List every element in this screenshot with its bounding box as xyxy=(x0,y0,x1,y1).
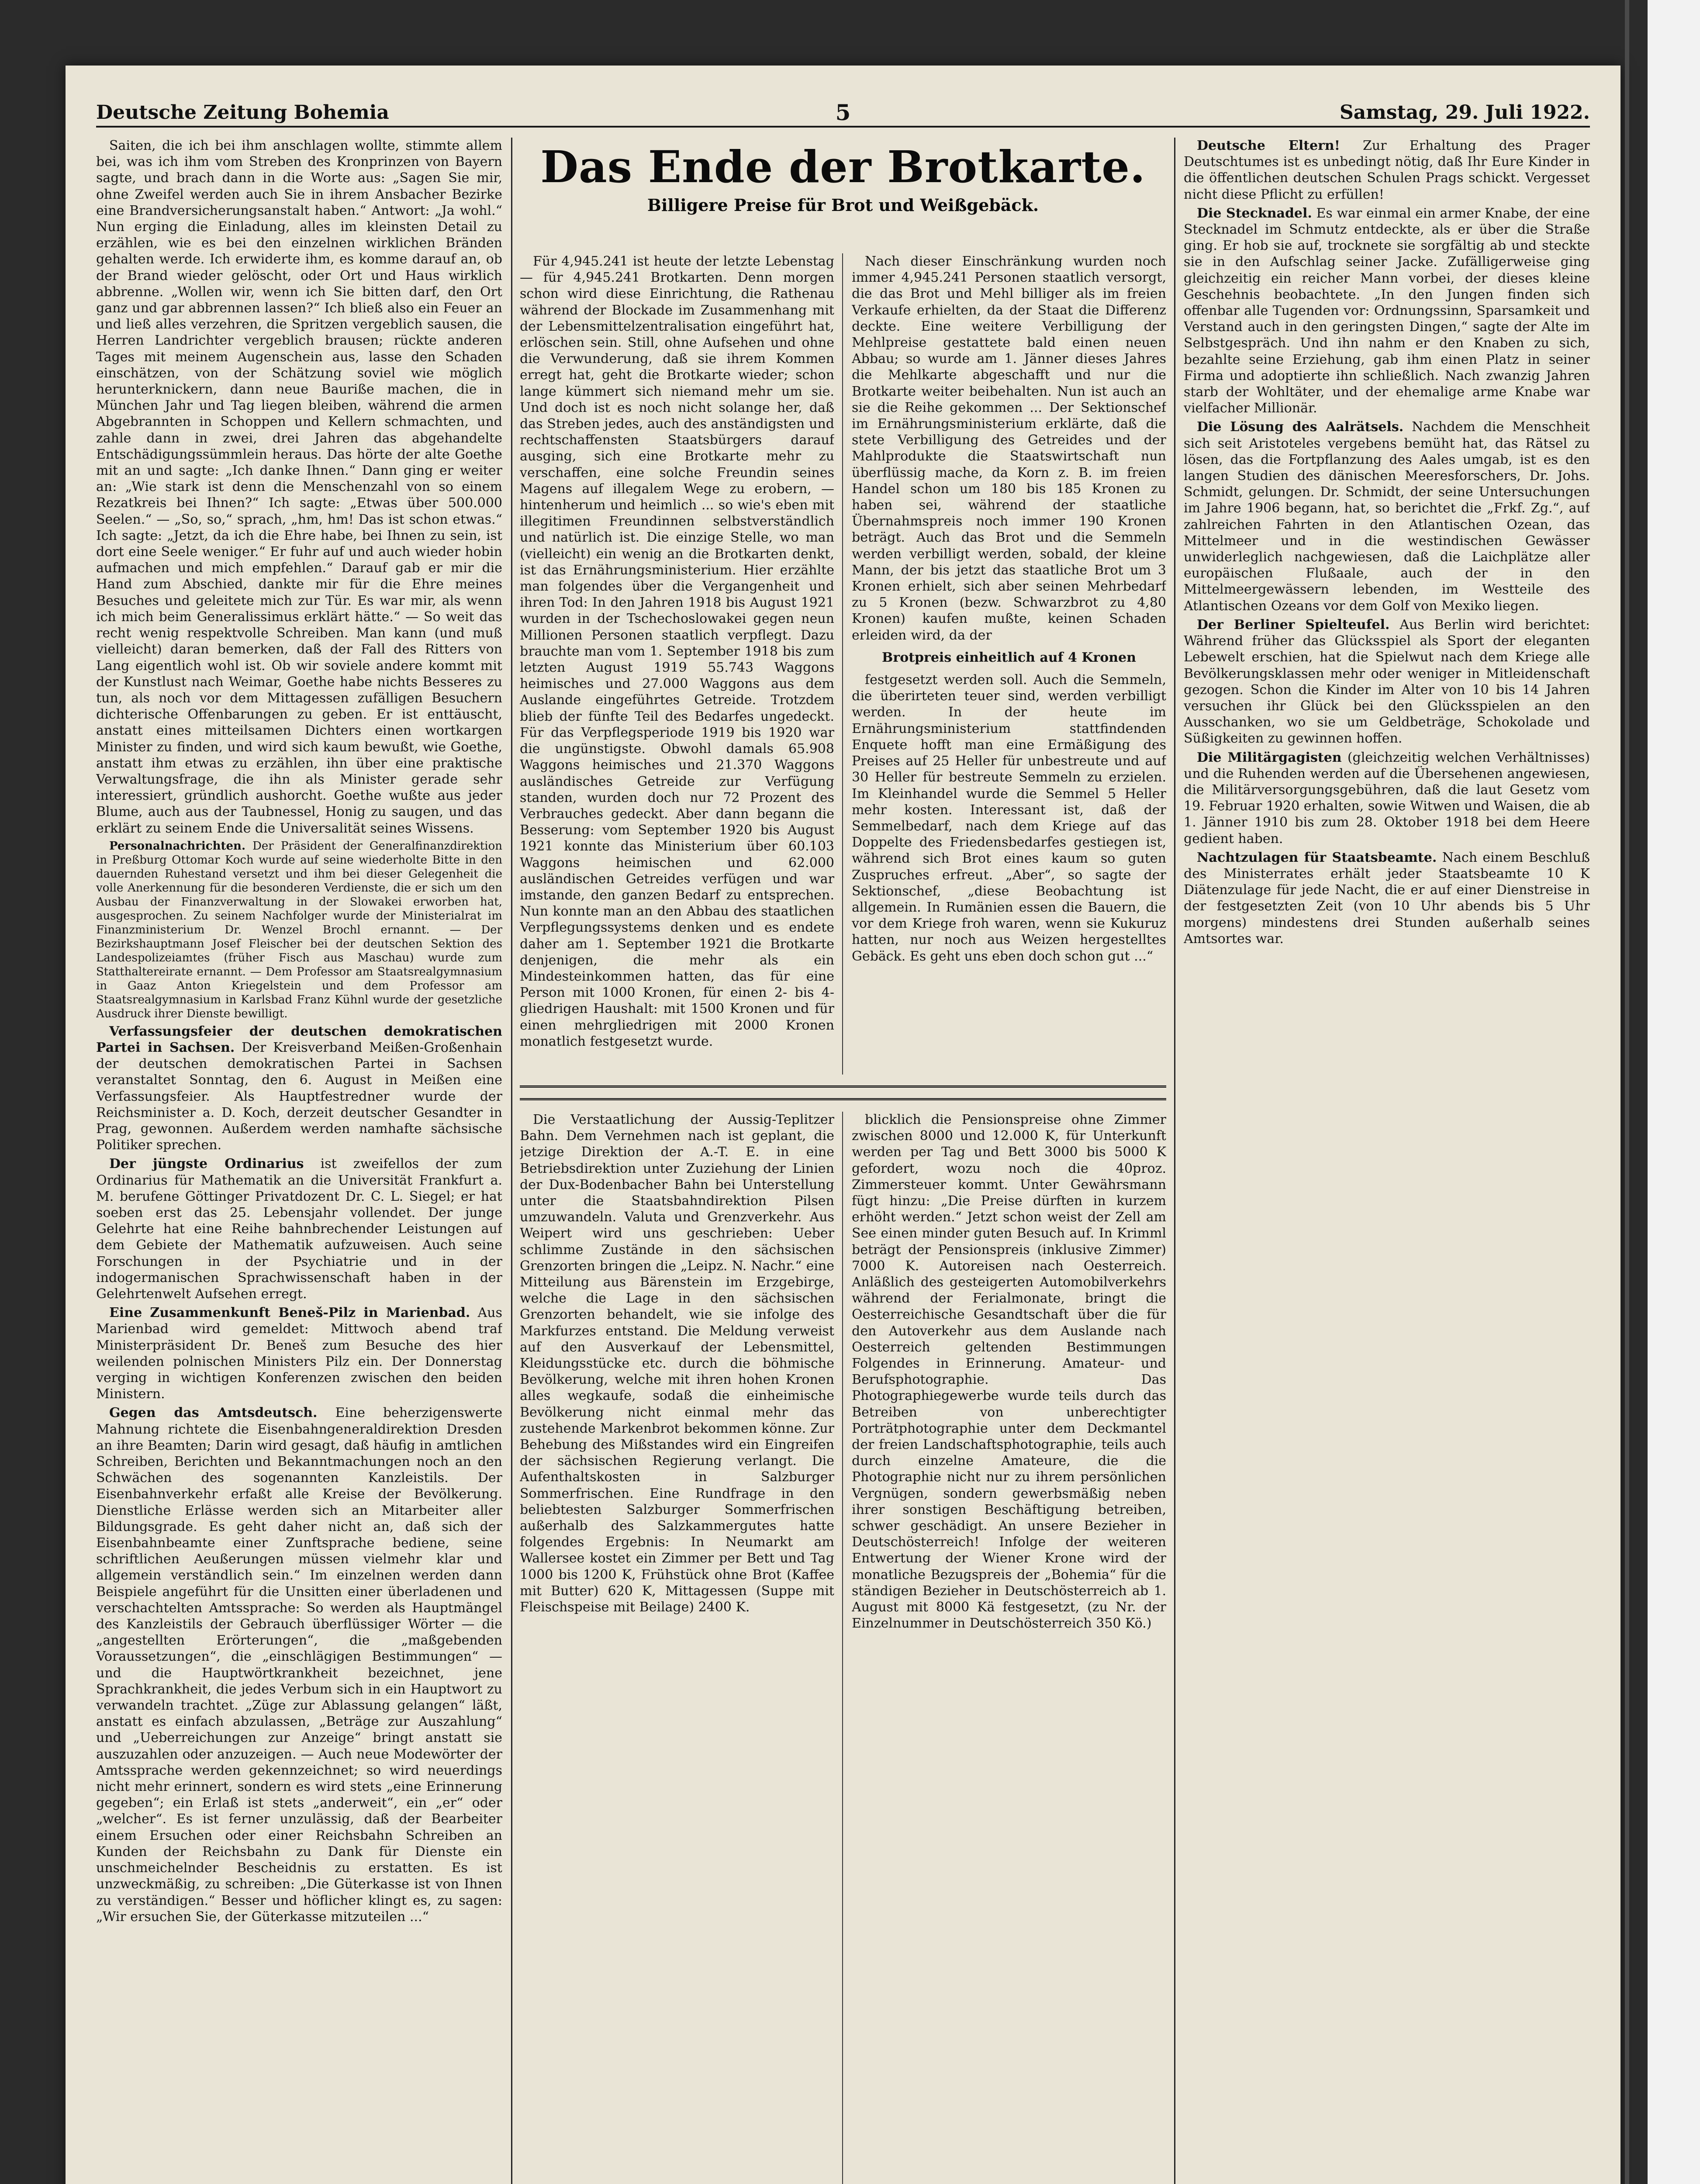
column-left xyxy=(96,138,502,2184)
item-title: Die Lösung des Aalrätsels. xyxy=(1197,419,1404,435)
article-text: Für 4,945.241 ist heute der letzte Lebenstag — für 4,945.241 Brotkarten. Denn morgen schon wird diese Einrichtung, die Rathenau während der Blockade im Zusammenhang mit der Lebensmittelzentralisation eingeführt hat, erlöschen sein. Still, ohne Aufsehen und ohne die Verwunderung, daß sie ihrem Kommen erregt hat, geht die Brotkarte wieder; schon lange kümmert sich niemand mehr um sie. Und doch ist es noch nicht solange her, daß das Streben jedes, auch des anständigsten und rechtschaffensten Staatsbürgers darauf ausging, sich eine Brotkarte mehr zu verschaffen, eine solche Freundin seines Magens auf illegalem Wege zu erobern, — hintenherum und heimlich ... so wie's eben mit illegitimen Freundinnen selbstverständlich und natürlich ist. Die einzige Stelle, wo man (vielleicht) ein wenig an die Brotkarten denkt, ist das Ernährungsministerium. Hier erzählte man folgendes über die Vergangenheit und ihren Tod: In den Jahren 1918 bis August 1921 wurden in der Tschechoslowakei gegen neun Millionen Personen staatlich verpflegt. Dazu brauchte man vom 1. September 1918 bis zum letzten August 1919 55.743 Waggons heimisches und 27.000 Waggons aus dem Auslande eingeführtes Getreide. Trotzdem blieb der fünfte Teil des Bedarfes ungedeckt. Für das Verpflegsperiode 1919 bis 1920 war die ungünstigste. Obwohl damals 65.908 Waggons heimisches und 21.370 Waggons ausländisches Getreide zur Verfügung standen, wurden doch nur 72 Prozent des Verbrauches gedeckt. Aber dann begann die Besserung: vom September 1920 bis August 1921 konnte das Ministerium über 60.103 Waggons heimischen und 62.000 ausländischen Getreides verfügen und war imstande, den ganzen Bedarf zu entsprechen. Nun konnte man an den Abbau des staatlichen Verpflegungssystems denken und es endete daher am 1. September 1921 die Brotkarte denjenigen, die mehr als ein Mindesteinkommen hatten, das für eine Person mit 1000 Kronen, für einen 2- bis 4-gliedrigen Haushalt: mit 1500 Kronen und für einen mehrgliedrigen mit 2000 Kronen monatlich festgesetzt wurde. xyxy=(520,254,834,1049)
issue-date: Samstag, 29. Juli 1922. xyxy=(1339,101,1590,124)
article-column-b xyxy=(852,253,1166,1075)
article-text: Nach dieser Einschränkung wurden noch immer 4,945.241 Personen staatlich versorgt, die das Brot und Mehl billiger als im freien Verkaufe erhielten, da der Staat die Differenz deckte. Eine weitere Verbilligung der Mehlpreise gestattete bald einen neuen Abbau; so wurde am 1. Jänner dieses Jahres die Mehlkarte abgeschafft und nur die Brotkarte weiter beibehalten. Nun ist auch an sie die Reihe gekommen ... Der Sektionschef im Ernährungsministerium erklärte, daß die stete Verbilligung des Getreides und der Mahlprodukte die Staatswirtschaft nun überflüssig mache, da Korn z. B. im freien Handel schon um 180 bis 185 Kronen zu haben sei, während der staatliche Übernahmspreis noch immer 190 Kronen beträgt. Auch das Brot und die Semmeln werden verbilligt werden, sobald, der kleine Mann, der bis jetzt das staatliche Brot um 3 Kronen erhielt, sich aber seinen Mehrbedarf zu 5 Kronen (bezw. Schwarzbrot zu 4,80 Kronen) kaufen mußte, keinen Schaden erleiden wird, da der xyxy=(852,254,1166,643)
item-title: Nachtzulagen für Staatsbeamte. xyxy=(1197,850,1437,865)
news-item xyxy=(1184,419,1590,614)
news-item xyxy=(96,1405,502,1925)
item-text: Eine beherzigenswerte Mahnung richtete die Eisenbahngeneraldirektion Dresden an ihre Beamten; Darin wird gesagt, daß häufig in amtlichen Schreiben, Berichten und Bekanntmachungen noch an den Schwächen des sogenannten Kanzleistils. Der Eisenbahnverkehr erfaßt alle Kreise der Bevölkerung. Dienstliche Erlässe werden sich an Mitarbeiter aller Bildungsgrade. Es geht daher nicht an, daß sich der Eisenbahnbeamte einer Zunftsprache bediene, seine schriftlichen Aeußerungen müssen vielmehr klar und allgemein verständlich sein.“ Im einzelnen werden dann Beispiele angeführt für die Unsitten einer überladenen und verschachtelten Amtssprache: So werden als Hauptmängel des Kanzleistils der Gebrauch überflüssiger Wörter — die „angestellten Erörterungen“, die „maßgebenden Voraussetzungen“, die „einschlägigen Bestimmungen“ — und die Hauptwörtkrankheit bezeichnet, jene Sprachkrankheit, die jedes Verbum sich in ein Hauptwort zu verwandeln trachtet. „Züge zur Ablassung gelangen“ läßt, anstatt es einfach abzulassen, „Beträge zur Auszahlung“ und „Ueberreichungen zur Anzeige“ bringt anstatt sie auszuzahlen oder anzuzeigen. — Auch neue Modewörter der Amtssprache werden gekennzeichnet; so wird neuerdings nicht mehr erinnert, sondern es wird stets „eine Erinnerung gegeben“; ein Erlaß ist stets „anderweit“, ein „er“ oder „welcher“. Es ist ferner unzulässig, daß der Bearbeiter einem Ersuchen oder einer Reichsbahn Schreiben an Kunden der Reichsbahn zu Dank für Dienste ein unschmeichelnder Bescheidnis zu erstatten. Es ist unzweckmäßig, zu schreiben: „Die Güterkasse ist von Ihnen zu verständigen.“ Besser und höflicher klingt es, zu sagen: „Wir ersuchen Sie, der Güterkasse mitzuteilen ...“ xyxy=(96,1405,502,1925)
item-title: Verfassungsfeier der deutschen demokratischen Partei in Sachsen. xyxy=(96,1023,502,1055)
item-text: Der Präsident der Generalfinanzdirektion in Preßburg Ottomar Koch wurde auf seine wiederholte Bitte in den dauernden Ruhestand versetzt und ihm bei dieser Gelegenheit die volle Anerkennung für die besonderen Verdienste, die er sich um den Ausbau der Finanzverwaltung in der Slowakei erworben hat, ausgesprochen. Zu seinem Nachfolger wurde der Ministerialrat im Finanzministerium Dr. Wenzel Brochl ernannt. — Der Bezirkshauptmann Josef Fleischer bei der deutschen Sektion des Landespolizeiamtes (früher Fisch aus Maschau) wurde zum Statthaltereirate ernannt. — Dem Professor am Staatsrealgymnasium in Gaaz Anton Kriegelstein und dem Professor am Staatsrealgymnasium in Karlsbad Franz Kühnl wurde der gesetzliche Ausdruck ihrer Dienste bewilligt. xyxy=(96,839,502,1020)
headline: Das Ende der Brotkarte. xyxy=(540,141,1146,193)
news-item xyxy=(1184,617,1590,747)
news-item xyxy=(96,1156,502,1302)
item-text: Der Kreisverband Meißen-Großenhain der deutschen demokratischen Partei in Sachsen veranstaltet Sonntag, den 6. August in Meißen eine Verfassungsfeier. Als Hauptfestredner wurde der Reichsminister a. D. Koch, derzeit deutscher Gesandter in Prag, gewonnen. Außerdem werden namhafte sächsische Politiker sprechen. xyxy=(96,1040,502,1153)
news-item xyxy=(1184,205,1590,417)
scan-edge xyxy=(1625,0,1629,2184)
item-text: ist zweifellos der zum Ordinarius für Mathematik an die Universität Frankfurt a. M. berufene Göttinger Privatdozent Dr. C. L. Siegel; er hat soeben erst das 25. Lebensjahr vollendet. Der junge Gelehrte hat eine Reihe bahnbrechender Leistungen auf dem Gebiete der Mathematik aufzuweisen. Auch seine Forschungen in der Psychiatrie und in der indogermanischen Sprachwissenschaft haben in der Gelehrtenwelt Aufsehen erregt. xyxy=(96,1156,502,1302)
item-title: Gegen das Amtsdeutsch. xyxy=(109,1405,318,1421)
subheadline: Billigere Preise für Brot und Weißgebäck. xyxy=(647,195,1039,215)
item-text: Nach einem Beschluß des Ministerrates erhält jeder Staatsbeamte 10 K Diätenzulage für jede Nacht, die er auf einer Dienstreise in der festgesetzten Zeit (von 10 Uhr abends bis 5 Uhr morgens) mindestens drei Stunden außerhalb seines Amtsortes war. xyxy=(1184,850,1590,947)
page-number: 5 xyxy=(835,100,851,125)
news-column-b xyxy=(852,1112,1166,2184)
item-title: Der Berliner Spielteufel. xyxy=(1197,617,1390,632)
item-title: Personalnachrichten. xyxy=(109,839,245,853)
news-item xyxy=(96,839,502,1021)
item-title: Die Stecknadel. xyxy=(1197,205,1312,221)
column-divider xyxy=(842,253,843,1075)
section-subtitle: Brotpreis einheitlich auf 4 Kronen xyxy=(882,650,1136,665)
item-title: Der jüngste Ordinarius xyxy=(109,1156,304,1172)
news-item xyxy=(1184,138,1590,203)
newspaper-page xyxy=(66,66,1621,2184)
lead-article xyxy=(520,138,1166,2184)
goethe-anecdote: Saiten, die ich bei ihm anschlagen wollte, stimmte allem bei, was ich ihm vom Streben des Kronprinzen von Bayern sagte, und brach dann in die Worte aus: „Sagen Sie mir, ohne Zweifel werden auch Sie in ihrem Ansbacher Bezirke eine Brandversicherungsanstalt haben.“ Antwort: „Ja wohl.“ Nun erging die Einladung, alles im kleinsten Detail zu erzählen, wie es bei den einzelnen wirklichen Bränden gehalten werde. Ich erwiderte ihm, es komme darauf an, ob der Brand wieder gelöscht, oder Ort und Haus wirklich abbrenne. „Wollen wir, wenn ich Sie bitten darf, den Ort ganz und gar abbrennen lassen?“ Ich bließ also ein Feuer an und ließ alles verzehren, die Spritzen vergeblich sausen, die Herren Landrichter vergeblich brausen; rückte anderen Tages mit meinem Augenschein aus, lasse den Schaden einschätzen, von der Schätzung soviel wie möglich herunterknickern, dann neue Bauriße machen, die in München Jahr und Tag liegen bleiben, während die armen Abgebrannten in Schoppen und Kellern schmachten, und zahle dann in zwei, drei Jahren das abgehandelte Entschädigungssümmlein heraus. Das hörte der alte Goethe mit an und sagte: „Ich danke Ihnen.“ Dann ging er weiter an: „Wie stark ist denn die Menschenzahl von so einem Rezatkreis bei Ihnen?“ Ich sagte: „Etwas über 500.000 Seelen.“ — „So, so,“ sprach, „hm, hm! Das ist schon etwas.“ Ich sagte: „Jetzt, da ich die Ehre habe, bei Ihnen zu sein, ist dort eine Seele weniger.“ Er fuhr auf und auch wieder hobin aufmachen und mich empfehlen.“ Darauf gab er mir die Hand zum Abschied, dankte mir für die Ehre meines Besuches und geleitete mich zur Tür. Es war mir, als wenn ich mich beim Generalissimus erklärt hätte.“ — So weit das recht wenig respektvolle Schreiben. Man kann (und muß vielleicht) daran bemerken, daß der Fall des Ritters von Lang eigentlich wohl ist. Ob wir soviele andere kommt mit der Kunstlust nach Weimar, Goethe habe nichts Besseres zu tun, als noch vor dem Mittagessen zufälligen Besuchern dichterische Offenbarungen zu geben. Er ist enttäuscht, anstatt eines mitteilsamen Dichters einen wortkargen Minister zu finden, und wird sich kaum bewußt, wie Goethe, anstatt ihm etwas zu erzählen, ihn über eine praktische Verwaltungsfrage, die ihn als Minister gerade sehr interessiert, gründlich aushorcht. Goethe wußte aus jeder Blume, auch aus der Taubnessel, Honig zu saugen, und das erklärt zu seinem Ende die Universalität seines Wissens. xyxy=(96,138,502,836)
item-text: Aus Berlin wird berichtet: Während früher das Glücksspiel als Sport der eleganten Lebewelt erschien, hat die Spielwut nach dem Kriege alle Bevölkerungsklassen mehr oder weniger in Mitleidenschaft gezogen. Schon die Kinder im Alter von 10 bis 14 Jahren versuchen ihr Glück bei den Glücksspielen an den Ausschanken, wo sie um Geldbeträge, Schokolade und Süßigkeiten zu gewinnen hoffen. xyxy=(1184,617,1590,746)
item-title: Eine Zusammenkunft Beneš-Pilz in Marienbad. xyxy=(109,1305,470,1321)
scan-margin xyxy=(1648,0,1700,2184)
article-text: Die Verstaatlichung der Aussig-Teplitzer Bahn. Dem Vernehmen nach ist geplant, die jetzige Direktion der A.-T. E. in eine Betriebsdirektion unter Zuziehung der Linien der Dux-Bodenbacher Bahn bei Unterstellung unter die Staatsbahndirektion Pilsen umzuwandeln. Valuta und Grenzverkehr. Aus Weipert wird uns geschrieben: Ueber schlimme Zustände in den sächsischen Grenzorten bringen die „Leipz. N. Nachr.“ eine Mitteilung aus Bärenstein im Erzgebirge, welche die Lage in den sächsischen Grenzorten behandelt, wie sie infolge des Markfurzes entstand. Die Meldung verweist auf den Ausverkauf der Lebensmittel, Kleidungsstücke etc. durch die böhmische Bevölkerung, welche mit ihren hohen Kronen alles wegkaufe, sodaß die einheimische Bevölkerung nicht einmal mehr das zustehende Markenbrot bekommen könne. Zur Behebung des Mißstandes wird ein Eingreifen der sächsischen Regierung verlangt. Die Aufenthaltskosten in Salzburger Sommerfrischen. Eine Rundfrage in den beliebtesten Salzburger Sommerfrischen außerhalb des Salzkammergutes hatte folgendes Ergebnis: In Neumarkt am Wallersee kostet ein Zimmer per Bett und Tag 1000 bis 1200 K, Frühstück ohne Brot (Kaffee mit Butter) 620 K, Mittagessen (Suppe mit Fleischspeise mit Beilage) 2400 K. xyxy=(520,1112,834,1615)
item-text: Aus Marienbad wird gemeldet: Mittwoch abend traf Ministerpräsident Dr. Beneš zum Besuche des hier weilenden polnischen Ministers Pilz ein. Der Donnerstag verging in wichtigen Konferenzen zwischen den beiden Ministern. xyxy=(96,1305,502,1402)
item-text: (gleichzeitig welchen Verhältnisses) und die Ruhenden werden auf die Übersehenen angewiesen, die Militärversorgungsgebühren, daß die laut Gesetz vom 19. Februar 1920 erhalten, sowie Witwen und Waisen, die ab 1. Jänner 1910 bis zum 28. Oktober 1918 bei dem Heere gedient haben. xyxy=(1184,750,1590,847)
paper-name: Deutsche Zeitung Bohemia xyxy=(96,101,389,124)
column-right xyxy=(1184,138,1590,2184)
news-item xyxy=(96,1305,502,1402)
article-column-a xyxy=(520,253,834,1075)
section-separator xyxy=(520,1085,1166,1100)
column-rule-left xyxy=(511,138,512,2184)
news-item xyxy=(1184,850,1590,947)
page-header xyxy=(96,100,1590,128)
column-divider xyxy=(842,1112,843,2184)
column-rule-right xyxy=(1174,138,1175,2184)
item-text: Nachdem die Menschheit sich seit Aristoteles vergebens bemüht hat, das Rätsel zu lösen, das die Fortpflanzung des Aales umgab, ist es den langen Studien des dänischen Meeresforschers, Dr. Johs. Schmidt, gelungen. Dr. Schmidt, der seine Untersuchungen im Jahre 1906 begann, hat, so berichtet die „Frkf. Zg.“, auf zahlreichen Fahrten in den Atlantischen Ozean, das Mittelmeer und in die westindischen Gewässer unwiderleglich nachgewiesen, daß die Laichplätze aller europäischen Flußaale, auch der in den Mittelmeergewässern lebenden, im Westteile des Atlantischen Ozeans vor dem Golf von Mexiko liegen. xyxy=(1184,419,1590,614)
item-text: Zur Erhaltung des Prager Deutschtumes ist es unbedingt nötig, daß Ihr Eure Kinder in die öffentlichen deutschen Schulen Prags schickt. Vergesset nicht diese Pflicht zu erfüllen! xyxy=(1184,138,1590,202)
item-text: Es war einmal ein armer Knabe, der eine Stecknadel im Schmutz entdeckte, als er über die Straße ging. Er hob sie auf, trocknete sie sorgfältig ab und steckte sie in den Aufschlag seiner Jacke. Zufälligerweise ging gleichzeitig ein reicher Mann vorbei, der dieses kleine Geschehnis beobachtete. „In den Jungen finden sich offenbar alle Tugenden vor: Ordnungssinn, Sparsamkeit und Verstand auch in den geringsten Dingen,“ sagte der Alte im Selbstgespräch. Und ihn nahm er den Knaben zu sich, bezahlte seine Erziehung, gab ihm einen Platz in seiner Firma und adoptierte ihn schließlich. Nach zwanzig Jahren starb der Wohltäter, und der ehemalige arme Knabe war vielfacher Millionär. xyxy=(1184,205,1590,416)
news-column-a xyxy=(520,1112,834,2184)
article-text: blicklich die Pensionspreise ohne Zimmer zwischen 8000 und 12.000 K, für Unterkunft werden per Tag und Bett 3000 bis 5000 K gefordert, wozu noch die 40proz. Zimmersteuer kommt. Unter Gewährsmann fügt hinzu: „Die Preise dürften in kurzem erhöht werden.“ Jetzt schon weist der Zell am See einen minder guten Besuch auf. In Krimml beträgt der Pensionspreis (inklusive Zimmer) 7000 K. Autoreisen nach Oesterreich. Anläßlich des gesteigerten Automobilverkehrs während der Ferialmonate, bringt die Oesterreichische Gesandtschaft über die für den Autoverkehr aus dem Auslande nach Oesterreich geltenden Bestimmungen Folgendes in Erinnerung. Amateur- und Berufsphotographie. Das Photographiegewerbe wurde teils durch das Betreiben von unberechtigter Porträtphotographie unter dem Deckmantel der freien Landschaftsphotographie, teils auch durch einzelne Amateure, die die Photographie nicht nur zu ihrem persönlichen Vergnügen, sondern gewerbsmäßig neben ihrer sonstigen Beschäftigung betreiben, schwer geschädigt. An unsere Bezieher in Deutschösterreich! Infolge der weiteren Entwertung der Wiener Krone wird der monatliche Bezugspreis der „Bohemia“ für die ständigen Bezieher in Deutschösterreich ab 1. August mit 8000 Kä festgesetzt, (zu Nr. der Einzelnummer in Deutschösterreich 350 Kö.) xyxy=(852,1112,1166,1631)
item-title: Die Militärgagisten xyxy=(1197,750,1342,765)
news-item xyxy=(1184,750,1590,847)
item-title: Deutsche Eltern! xyxy=(1197,138,1340,153)
article-text: festgesetzt werden soll. Auch die Semmeln, die überirteten teuer sind, werden verbilligt werden. In der heute im Ernährungsministerium stattfindenden Enquete hofft man eine Ermäßigung des Preises auf 25 Heller für unbestreute und auf 30 Heller für bestreute Semmeln zu erzielen. Im Kleinhandel wurde die Semmel 5 Heller mehr kosten. Interessant ist, daß der Semmelbedarf, nach dem Kriege auf das Doppelte des Friedensbedarfes gestiegen ist, während sich Brot eines kaum so guten Zuspruches erfreut. „Aber“, so sagte der Sektionschef, „diese Beobachtung ist allgemein. In Rumänien essen die Bauern, die vor dem Kriege froh waren, wenn sie Kukuruz hatten, nur noch aus Weizen hergestelltes Gebäck. Es geht uns eben doch schon gut ...“ xyxy=(852,672,1166,964)
news-item xyxy=(96,1023,502,1154)
